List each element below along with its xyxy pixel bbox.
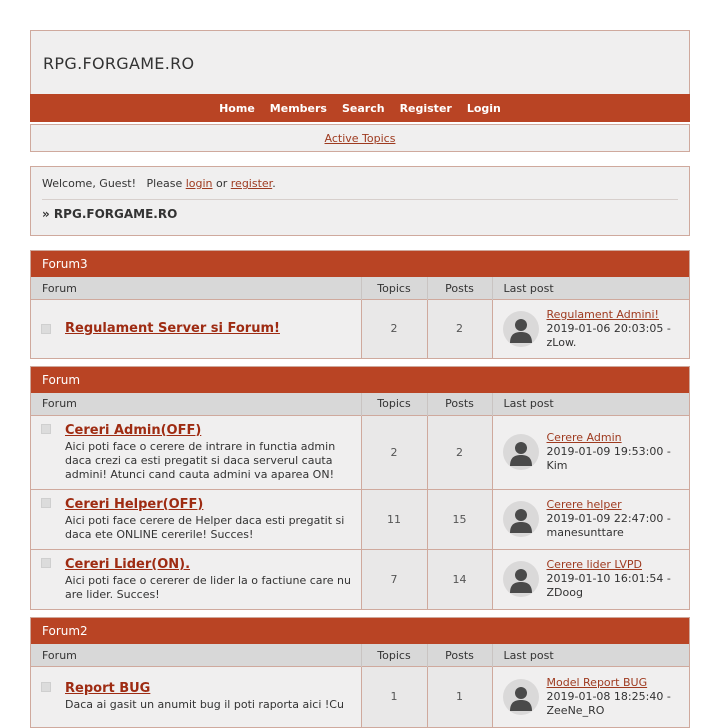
forum-cell xyxy=(31,415,361,489)
forum-status-icon xyxy=(41,424,51,434)
forum-description: Daca ai gasit un anumit bug il poti raporta aici !Cu xyxy=(65,698,344,712)
last-post-link[interactable]: Regulament Admini! xyxy=(546,307,659,321)
col-topics: Topics xyxy=(361,644,427,667)
category-title[interactable]: Forum xyxy=(31,367,689,393)
forum-description: Aici poti face o cererer de lider la o factiune care nu are lider. Succes! xyxy=(65,573,352,601)
forum-table xyxy=(31,644,689,727)
forum-row xyxy=(31,300,689,358)
last-post-user[interactable]: zLow. xyxy=(546,335,577,349)
table-header-row xyxy=(31,277,689,300)
forum-row xyxy=(31,667,689,727)
forum-category xyxy=(30,366,690,611)
forum-description: Aici poti face cerere de Helper daca esti pregatit si daca ete ONLINE cererile! Succes! xyxy=(65,513,345,541)
forum-title-link[interactable]: Regulament Server si Forum! xyxy=(65,320,280,336)
forum-row xyxy=(31,549,689,609)
forum-table xyxy=(31,277,689,358)
main-navbar xyxy=(30,94,690,122)
nav-register[interactable]: Register xyxy=(399,101,452,115)
col-last-post: Last post xyxy=(492,644,689,667)
forum-title-link[interactable]: Cereri Admin(OFF) xyxy=(65,422,202,438)
avatar-icon[interactable] xyxy=(503,501,539,537)
last-post-user[interactable]: ZDoog xyxy=(546,586,583,600)
forum-category xyxy=(30,250,690,359)
posts-count: 14 xyxy=(427,549,492,609)
topics-count: 2 xyxy=(361,415,427,489)
table-header-row xyxy=(31,644,689,667)
last-post-user[interactable]: ZeeNe_RO xyxy=(546,703,605,717)
forum-category xyxy=(30,617,690,728)
welcome-message xyxy=(42,167,678,199)
last-post-user[interactable]: Kim xyxy=(546,459,568,472)
last-post-date: 2019-01-09 19:53:00 - xyxy=(546,445,671,458)
col-forum: Forum xyxy=(31,393,361,416)
topics-count: 11 xyxy=(361,489,427,549)
forum-cell xyxy=(31,549,361,609)
col-posts: Posts xyxy=(427,644,492,667)
nav-home[interactable]: Home xyxy=(219,101,255,115)
avatar-icon[interactable] xyxy=(503,434,539,470)
nav-members[interactable]: Members xyxy=(269,101,327,115)
page-wrapper xyxy=(30,30,690,728)
breadcrumb[interactable]: » RPG.FORGAME.RO xyxy=(42,207,178,221)
topics-count: 7 xyxy=(361,549,427,609)
site-header xyxy=(30,30,690,94)
last-post-link[interactable]: Model Report BUG xyxy=(546,675,648,689)
welcome-prefix: Welcome, Guest! Please xyxy=(42,177,186,190)
avatar-icon[interactable] xyxy=(503,311,539,347)
topics-count: 2 xyxy=(361,300,427,358)
forum-row xyxy=(31,489,689,549)
col-topics: Topics xyxy=(361,393,427,416)
forum-description: Aici poti face o cerere de intrare in functia admin daca crezi ca esti pregatit si daca serverul cauta admini! Atunci cand cauta admini va aparea ON! xyxy=(65,439,336,481)
topics-count: 1 xyxy=(361,667,427,727)
welcome-box xyxy=(30,166,690,236)
posts-count: 2 xyxy=(427,415,492,489)
last-post-cell xyxy=(492,667,689,727)
welcome-or: or xyxy=(212,177,231,190)
category-title[interactable]: Forum2 xyxy=(31,618,689,644)
last-post-link[interactable]: Cerere Admin xyxy=(546,431,622,444)
sub-navbar xyxy=(30,124,690,152)
col-forum: Forum xyxy=(31,644,361,667)
last-post-cell xyxy=(492,549,689,609)
welcome-suffix: . xyxy=(272,177,276,190)
forum-status-icon xyxy=(41,324,51,334)
forum-categories xyxy=(30,250,690,728)
last-post-date: 2019-01-06 20:03:05 - xyxy=(546,321,671,335)
last-post-link[interactable]: Cerere helper xyxy=(546,498,622,511)
login-link[interactable]: login xyxy=(185,177,213,190)
forum-status-icon xyxy=(41,682,51,692)
last-post-link[interactable]: Cerere lider LVPD xyxy=(546,558,642,572)
avatar-icon[interactable] xyxy=(503,679,539,715)
last-post-user[interactable]: manesunttare xyxy=(546,526,624,539)
forum-cell xyxy=(31,300,361,358)
posts-count: 2 xyxy=(427,300,492,358)
forum-status-icon xyxy=(41,498,51,508)
last-post-cell xyxy=(492,300,689,358)
col-posts: Posts xyxy=(427,277,492,300)
posts-count: 1 xyxy=(427,667,492,727)
forum-cell xyxy=(31,667,361,727)
last-post-date: 2019-01-10 16:01:54 - xyxy=(546,572,671,586)
col-posts: Posts xyxy=(427,393,492,416)
site-title[interactable]: RPG.FORGAME.RO xyxy=(43,54,195,73)
col-topics: Topics xyxy=(361,277,427,300)
forum-table xyxy=(31,393,689,610)
avatar-icon[interactable] xyxy=(503,561,539,597)
col-last-post: Last post xyxy=(492,277,689,300)
last-post-date: 2019-01-09 22:47:00 - xyxy=(546,512,671,525)
forum-title-link[interactable]: Cereri Lider(ON). xyxy=(65,556,191,572)
register-link[interactable]: register xyxy=(230,177,273,190)
forum-title-link[interactable]: Report BUG xyxy=(65,681,151,697)
forum-row xyxy=(31,415,689,489)
forum-status-icon xyxy=(41,558,51,568)
posts-count: 15 xyxy=(427,489,492,549)
forum-cell xyxy=(31,489,361,549)
table-header-row xyxy=(31,393,689,416)
active-topics-link[interactable]: Active Topics xyxy=(324,131,396,145)
nav-login[interactable]: Login xyxy=(466,101,501,115)
nav-search[interactable]: Search xyxy=(341,101,385,115)
last-post-cell xyxy=(492,415,689,489)
category-title[interactable]: Forum3 xyxy=(31,251,689,277)
col-forum: Forum xyxy=(31,277,361,300)
last-post-cell xyxy=(492,489,689,549)
last-post-date: 2019-01-08 18:25:40 - xyxy=(546,689,671,703)
col-last-post: Last post xyxy=(492,393,689,416)
forum-title-link[interactable]: Cereri Helper(OFF) xyxy=(65,496,204,512)
